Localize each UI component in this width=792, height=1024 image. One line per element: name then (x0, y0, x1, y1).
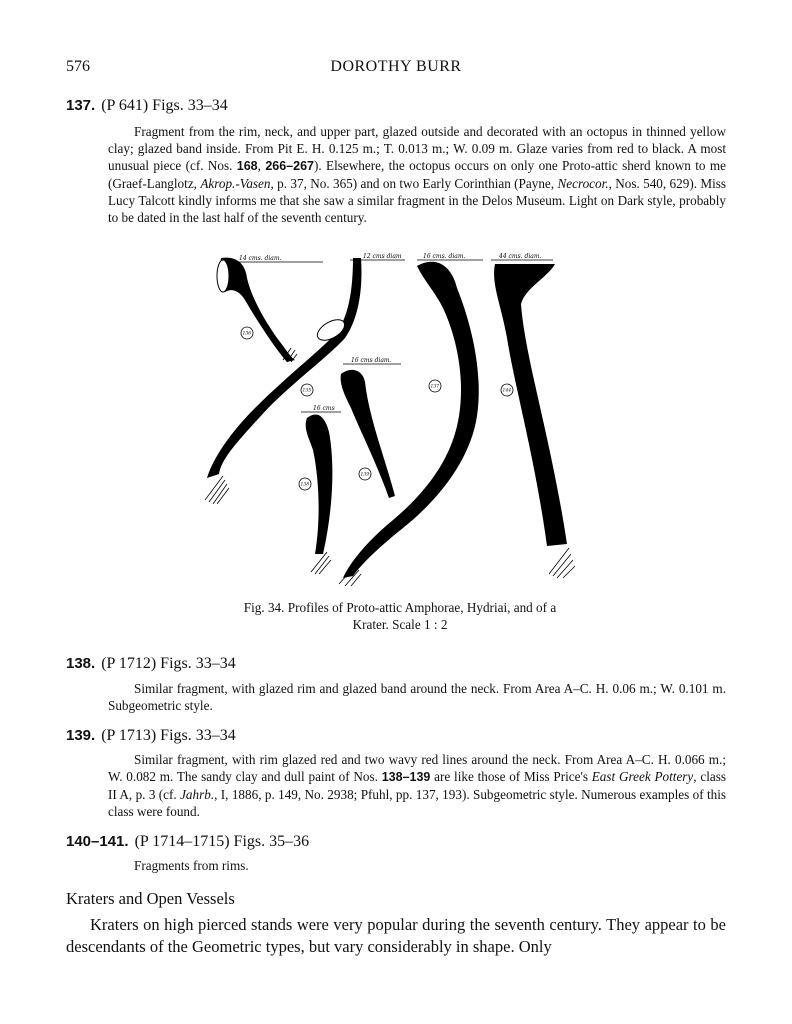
catalogue-number: 139 (360, 472, 370, 478)
diameter-label: 44 cms. diam. (499, 253, 542, 260)
entry-text: Fragments from rims. (134, 858, 249, 873)
entry-138-text (108, 680, 726, 714)
cross-ref: 138–139 (381, 770, 431, 784)
entry-text: are like those of Miss Price's (430, 769, 592, 784)
entry-137-text (108, 123, 726, 226)
diameter-label: 16 cms. diam. (423, 253, 466, 260)
entry-number: 137. (66, 97, 96, 114)
catalogue-number: 137 (430, 384, 440, 390)
profile-136 (217, 255, 323, 362)
figure-34-profiles (195, 248, 605, 588)
figure-caption (200, 599, 600, 633)
caption-line: Fig. 34. Profiles of Proto-attic Amphorae, Hydriai, and of a (243, 600, 557, 615)
entry-text: , class II A, p. 3 (cf. (108, 769, 726, 802)
catalogue-number: 138 (300, 482, 310, 488)
entry-text: Fragment from the rim, neck, and upper part, glazed outside and decorated with an octopus in thinned yellow clay; glazed band inside. From Pit E. H. 0.125 m.; T. 0.013 m.; W. 0.09 m. Glaze varies from red to black. A most unusual piece (cf. Nos. (108, 124, 726, 173)
entry-140-141-text (108, 857, 726, 874)
entry-number: 138. (66, 655, 96, 672)
diameter-label: 16 cms diam. (351, 357, 392, 364)
entry-text: , I, 1886, p. 149, No. 2938; Pfuhl, pp. 137, 193). Subgeometric style. Numerous examples of this class were found. (108, 787, 726, 819)
entry-ref: (P 1714–1715) Figs. 35–36 (134, 833, 310, 850)
entry-137-heading (66, 97, 228, 115)
entry-138-heading (66, 655, 236, 673)
entry-140-141-heading (66, 833, 309, 851)
profile-144 (491, 253, 575, 578)
entry-text: Similar fragment, with rim glazed red and two wavy red lines around the neck. From Area A–C. H. 0.066 m.; W. 0.082 m. The sandy clay and dull paint of Nos. (108, 752, 726, 784)
cross-ref: 168 (236, 159, 258, 173)
diameter-label: 14 cms. diam. (239, 255, 282, 262)
entry-number: 140–141. (66, 833, 129, 850)
section-heading: Kraters and Open Vessels (66, 889, 235, 908)
catalogue-number: 144 (502, 388, 512, 394)
entry-text: , (257, 158, 266, 173)
entry-text: Similar fragment, with glazed rim and glazed band around the neck. From Area A–C. H. 0.06 m.; W. 0.101 m. Subgeometric style. (108, 681, 726, 713)
caption-line: Krater. Scale 1 : 2 (352, 617, 448, 632)
citation-title: Necrocor. (557, 176, 609, 191)
entry-ref: (P 1713) Figs. 33–34 (101, 727, 236, 744)
profile-139 (341, 357, 401, 498)
citation-title: Akrop.-Vasen (200, 176, 271, 191)
entry-text: , p. 37, No. 365) and on two Early Corinthian (Payne, (270, 176, 558, 191)
diameter-label: 16 cms (313, 405, 335, 412)
citation-title: East Greek Pottery (591, 769, 694, 784)
page-number: 576 (66, 58, 90, 75)
cross-ref: 266–267 (265, 159, 314, 173)
entry-text: ). Elsewhere, the octopus occurs on only one Proto-attic sherd known to me (Graef-Langlotz, (108, 158, 726, 191)
entry-ref: (P 1712) Figs. 33–34 (101, 655, 236, 672)
entry-number: 139. (66, 727, 96, 744)
running-header-author: DOROTHY BURR (330, 58, 462, 75)
section-body-text: Kraters on high pierced stands were very popular during the seventh century. They appear to be descendants of the Geometric types, but vary considerably in shape. Only (66, 915, 726, 956)
profile-138 (299, 405, 341, 574)
citation-title: Jahrb. (180, 787, 215, 802)
catalogue-number: 136 (242, 331, 252, 337)
entry-139-text (108, 751, 726, 820)
catalogue-number: 135 (302, 388, 312, 394)
entry-text: , Nos. 540, 629). Miss Lucy Talcott kindly informs me that she saw a similar fragment in the Delos Museum. Light on Dark style, probably to be dated in the last half of the seventh century. (108, 176, 727, 225)
entry-139-heading (66, 727, 236, 745)
diameter-label: 12 cms diam (363, 253, 402, 260)
entry-ref: (P 641) Figs. 33–34 (101, 97, 228, 114)
